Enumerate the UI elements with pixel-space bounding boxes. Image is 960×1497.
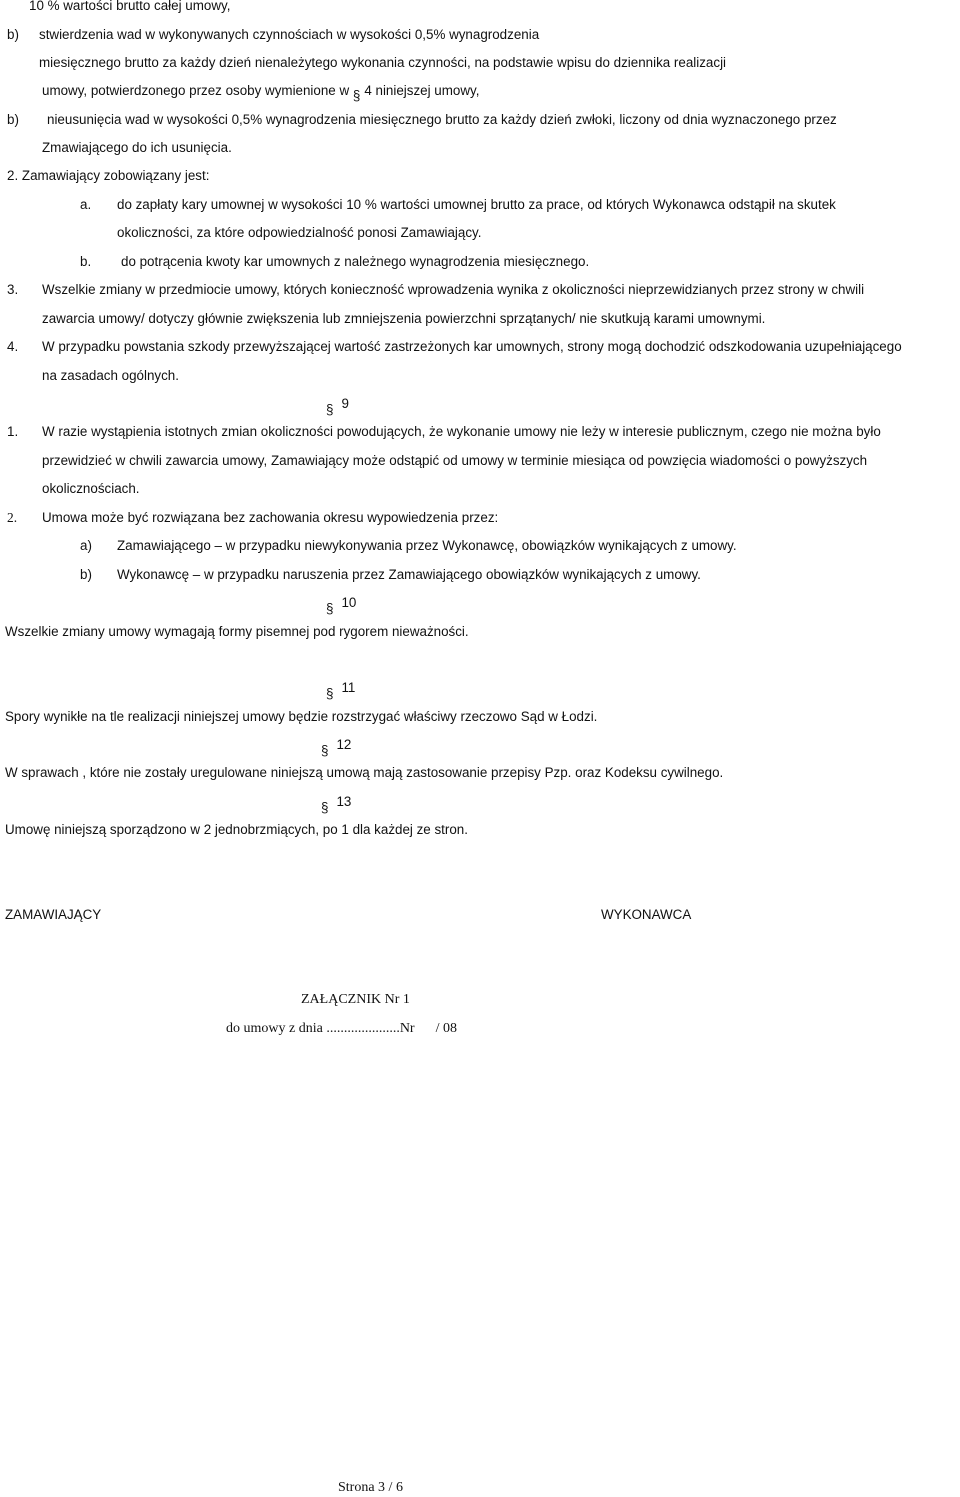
text-line: okoliczności, za które odpowiedzialność ponosi Zamawiający.	[117, 225, 482, 240]
text-line: umowy, potwierdzonego przez osoby wymienione w § 4 niniejszej umowy,	[42, 83, 480, 103]
list-marker: 3.	[7, 282, 19, 297]
section-heading-12: § 12	[321, 737, 352, 758]
annex-title: ZAŁĄCZNIK Nr 1	[301, 992, 410, 1007]
text-line: W sprawach , które nie zostały uregulowane niniejszą umową mają zastosowanie przepisy Pzp. oraz Kodeksu cywilnego.	[5, 765, 724, 780]
text-line: na zasadach ogólnych.	[42, 368, 179, 383]
text-line: W razie wystąpienia istotnych zmian okoliczności powodujących, że wykonanie umowy nie leży w interesie publicznym, czego nie można było	[42, 424, 881, 439]
text-line: W przypadku powstania szkody przewyższającej wartość zastrzeżonych kar umownych, strony mogą dochodzić odszkodowania uzupełniającego	[42, 339, 902, 354]
section-symbol: §	[326, 601, 334, 616]
text-line: Spory wynikłe na tle realizacji niniejszej umowy będzie rozstrzygać właściwy rzeczowo Sąd w Łodzi.	[5, 709, 598, 724]
text-line: Umowa może być rozwiązana bez zachowania okresu wypowiedzenia przez:	[42, 510, 499, 525]
text-line: Zamawiającego – w przypadku niewykonywania przez Wykonawcę, obowiązków wynikających z umowy.	[117, 538, 737, 553]
signature-label-employer: ZAMAWIAJĄCY	[5, 907, 102, 922]
list-marker: a.	[80, 197, 92, 212]
text-line: Wszelkie zmiany w przedmiocie umowy, których konieczność wprowadzenia wynika z okoliczności nieprzewidzianych przez strony w chwili	[42, 282, 865, 297]
text-line: przewidzieć w chwili zawarcia umowy, Zamawiający może odstąpić od umowy w terminie miesiąca od powzięcia wiadomości o powyższych	[42, 453, 868, 468]
text-line: nieusunięcia wad w wysokości 0,5% wynagrodzenia miesięcznego brutto za każdy dzień zwłoki, liczony od dnia wyznaczonego przez	[47, 112, 837, 127]
list-marker: 1.	[7, 424, 19, 439]
list-marker: b)	[7, 27, 19, 42]
text-line: Wykonawcę – w przypadku naruszenia przez Zamawiającego obowiązków wynikających z umowy.	[117, 567, 701, 582]
text-line: stwierdzenia wad w wykonywanych czynnościach w wysokości 0,5% wynagrodzenia	[39, 27, 540, 42]
section-heading-10: § 10	[326, 595, 357, 616]
section-symbol: §	[321, 800, 329, 815]
signature-label-contractor: WYKONAWCA	[601, 907, 692, 922]
list-marker: b.	[80, 254, 92, 269]
section-heading-13: § 13	[321, 794, 352, 815]
section-symbol: §	[326, 686, 334, 701]
text-line: do zapłaty kary umownej w wysokości 10 % wartości umownej brutto za prace, od których Wykonawca odstąpił na skutek	[117, 197, 836, 212]
section-symbol: §	[321, 743, 329, 758]
text-line: Wszelkie zmiany umowy wymagają formy pisemnej pod rygorem nieważności.	[5, 624, 469, 639]
list-marker: b)	[80, 567, 92, 582]
list-marker: a)	[80, 538, 92, 553]
text-line: 10 % wartości brutto całej umowy,	[29, 0, 231, 13]
text-line: zawarcia umowy/ dotyczy głównie zwiększenia lub zmniejszenia powierzchni sprzątanych/ nie skutkują karami umownymi.	[42, 311, 766, 326]
section-heading-11: § 11	[326, 680, 356, 701]
section-heading-9: § 9	[326, 396, 349, 417]
list-heading: 2. Zamawiający zobowiązany jest:	[7, 168, 210, 183]
list-marker: b)	[7, 112, 19, 127]
text-line: Umowę niniejszą sporządzono w 2 jednobrzmiących, po 1 dla każdej ze stron.	[5, 822, 468, 837]
text-line: do potrącenia kwoty kar umownych z należnego wynagrodzenia miesięcznego.	[121, 254, 590, 269]
section-symbol: §	[326, 402, 334, 417]
page-number: Strona 3 / 6	[338, 1480, 403, 1495]
annex-reference: do umowy z dnia .....................Nr / 08	[226, 1021, 457, 1036]
text-line: Zmawiającego do ich usunięcia.	[42, 140, 232, 155]
text-line: miesięcznego brutto za każdy dzień nienależytego wykonania czynności, na podstawie wpisu do dziennika realizacji	[39, 55, 727, 70]
list-marker: 2.	[7, 510, 18, 525]
text-line: okolicznościach.	[42, 481, 140, 496]
list-marker: 4.	[7, 339, 19, 354]
section-symbol: §	[352, 88, 361, 103]
